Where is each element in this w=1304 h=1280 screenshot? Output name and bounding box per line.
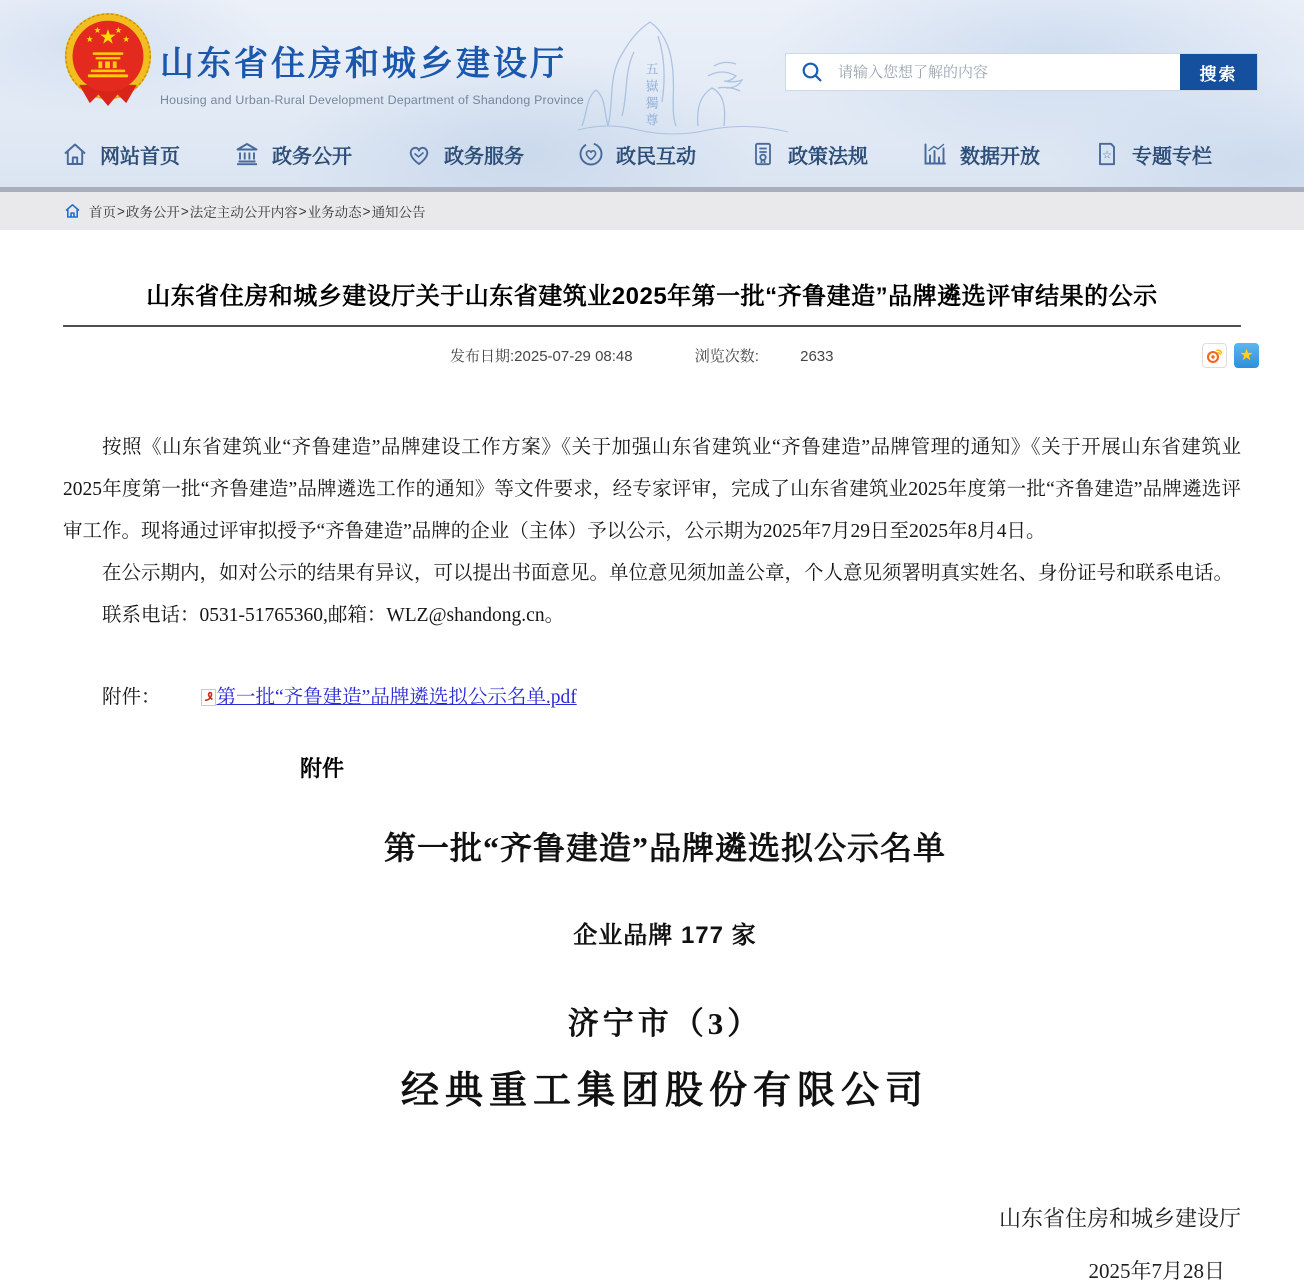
star-doc-icon — [1092, 139, 1122, 169]
doc-signature: 山东省住房和城乡建设厅 — [998, 1206, 1241, 1231]
doc-company-name: 经典重工集团股份有限公司 — [400, 1070, 929, 1112]
paragraph: 按照《山东省建筑业“齐鲁建造”品牌建设工作方案》《关于加强山东省建筑业“齐鲁建造”品牌管理的通知》《关于开展山东省建筑业2025年度第一批“齐鲁建造”品牌遴选工作的通知》等文件要求，经专家评审，完成了山东省建筑业2025年度第一批“齐鲁建造”品牌遴选评审工作。现将通过评审拟授予“齐鲁建造”品牌的企业（主体）予以公示，公示期为2025年7月29日至2025年8月4日。 — [63, 437, 1241, 542]
heart-circle-icon — [576, 139, 606, 169]
breadcrumb-home-icon[interactable] — [64, 203, 81, 219]
views-label: 浏览次数: — [694, 348, 759, 365]
article-title: 山东省住房和城乡建设厅关于山东省建筑业2025年第一批“齐鲁建造”品牌遴选评审结果的公示 — [146, 283, 1158, 310]
national-emblem — [62, 12, 154, 113]
article-body — [63, 427, 1241, 637]
nav-label: 政民互动 — [616, 145, 696, 168]
breadcrumb-item-notices[interactable]: 通知公告 — [371, 205, 426, 220]
breadcrumb-item-gov-info[interactable]: 政务公开 — [125, 205, 180, 220]
search-bar — [785, 53, 1258, 91]
nav-item-special-topics[interactable] — [1092, 139, 1212, 169]
attachment-row — [63, 681, 1241, 712]
home-icon — [60, 139, 90, 169]
qzone-star-glyph: ★ — [1239, 346, 1254, 364]
site-subtitle: Housing and Urban-Rural Development Department of Shandong Province — [160, 93, 584, 107]
attachment-label: 附件： — [102, 687, 161, 708]
doc-annex-label: 附件 — [300, 756, 345, 781]
nav-label: 网站首页 — [100, 145, 180, 168]
doc-city-heading: 济宁市（3） — [567, 1006, 763, 1041]
breadcrumb — [0, 192, 1304, 230]
svg-text:★: ★ — [85, 33, 94, 44]
svg-text:★: ★ — [122, 33, 131, 44]
doc-subtitle: 企业品牌 177 家 — [573, 922, 757, 949]
publish-date-label: 发布日期: — [450, 348, 515, 365]
weibo-share-icon[interactable] — [1202, 343, 1227, 368]
search-icon — [786, 54, 838, 90]
nav-label: 政策法规 — [788, 145, 868, 168]
main-nav — [0, 131, 1304, 177]
nav-item-gov-info[interactable] — [232, 139, 352, 169]
paragraph: 在公示期内，如对公示的结果有异议，可以提出书面意见。单位意见须加盖公章，个人意见须署明真实姓名、身份证号和联系电话。 — [102, 563, 1234, 584]
breadcrumb-item-business[interactable]: 业务动态 — [307, 205, 362, 220]
svg-text:★: ★ — [93, 25, 102, 36]
site-title: 山东省住房和城乡建设厅 — [160, 45, 567, 83]
nav-item-open-data[interactable] — [920, 139, 1040, 169]
mountain-painting-decor — [578, 6, 788, 141]
search-input[interactable] — [838, 54, 1180, 90]
breadcrumb-separator: > — [298, 203, 307, 219]
svg-text:★: ★ — [114, 25, 123, 36]
nav-item-home[interactable] — [60, 139, 180, 169]
nav-item-policies[interactable] — [748, 139, 868, 169]
site-brand — [160, 36, 584, 107]
pdf-file-icon — [162, 689, 216, 712]
svg-text:★: ★ — [98, 26, 118, 49]
title-divider — [63, 325, 1241, 327]
bar-chart-icon — [920, 139, 950, 169]
search-button[interactable]: 搜索 — [1180, 54, 1257, 90]
handshake-icon — [404, 139, 434, 169]
publish-date-value: 2025-07-29 08:48 — [514, 348, 633, 365]
breadcrumb-separator: > — [180, 203, 189, 219]
nav-item-gov-services[interactable] — [404, 139, 524, 169]
policy-doc-icon — [748, 139, 778, 169]
attachment-link[interactable]: 第一批“齐鲁建造”品牌遴选拟公示名单.pdf — [216, 687, 577, 708]
views-value: 2633 — [800, 348, 834, 365]
doc-date: 2025年7月28日 — [1088, 1259, 1225, 1280]
paragraph: 联系电话：0531-51765360,邮箱：WLZ@shandong.cn。 — [102, 605, 565, 626]
embedded-document — [300, 752, 1030, 1114]
nav-label: 数据开放 — [960, 145, 1040, 168]
svg-text:☆: ☆ — [1102, 149, 1112, 162]
nav-label: 政务公开 — [272, 145, 352, 168]
breadcrumb-separator: > — [117, 203, 125, 219]
nav-item-interaction[interactable] — [576, 139, 696, 169]
nav-label: 政务服务 — [444, 145, 524, 168]
nav-label: 专题专栏 — [1132, 145, 1212, 168]
article — [63, 276, 1254, 1280]
share-buttons — [1202, 343, 1259, 368]
bank-icon — [232, 139, 262, 169]
breadcrumb-item-home[interactable]: 首页 — [89, 205, 116, 220]
qzone-share-icon[interactable] — [1234, 343, 1259, 368]
breadcrumb-item-statutory[interactable]: 法定主动公开内容 — [189, 205, 298, 220]
site-header — [0, 0, 1304, 192]
breadcrumb-separator: > — [362, 203, 371, 219]
article-meta — [63, 345, 1254, 371]
doc-title: 第一批“齐鲁建造”品牌遴选拟公示名单 — [383, 830, 946, 866]
decor-text: 五嶽獨尊 — [643, 62, 659, 130]
